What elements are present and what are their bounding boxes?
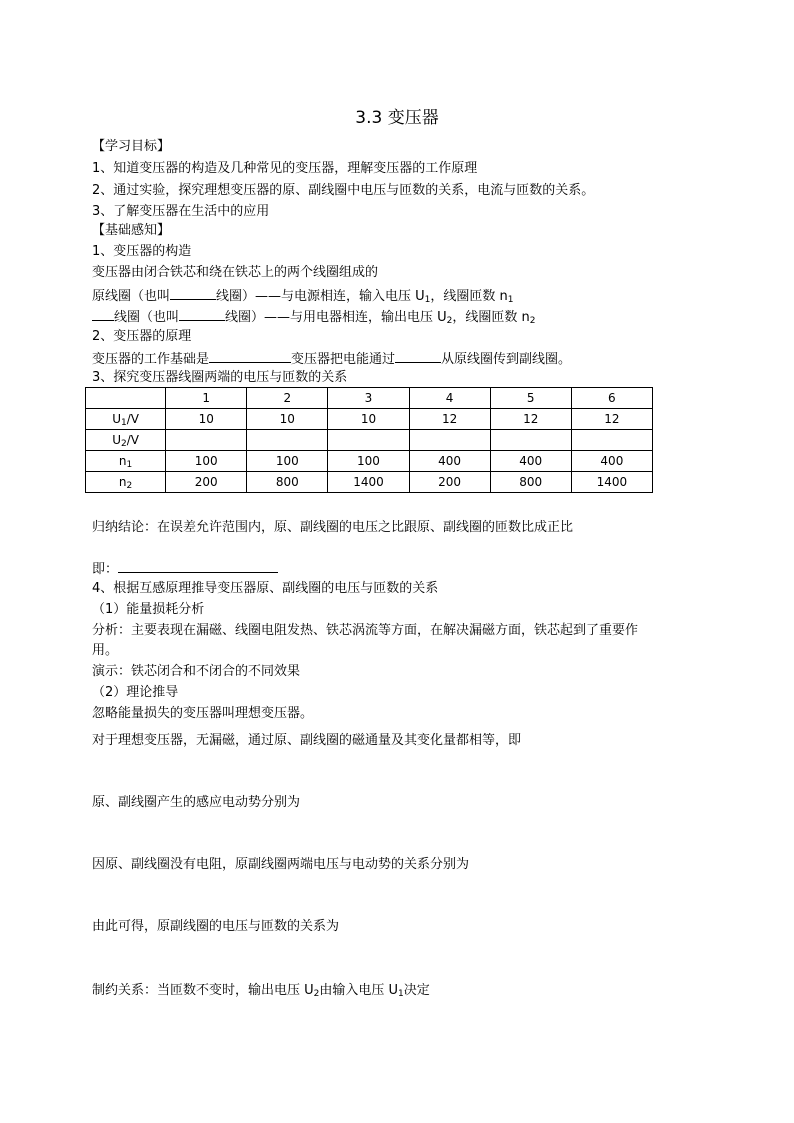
constraint-sub-u2: 2 (313, 989, 320, 999)
energy-loss-title: （1）能量损耗分析 (92, 602, 205, 617)
secondary-name-blank[interactable] (92, 307, 114, 321)
secondary-sub-n: 2 (529, 316, 536, 326)
table-cell: 12 (571, 409, 652, 430)
table-cell: 10 (247, 409, 328, 430)
table-cell: 10 (328, 409, 409, 430)
col-header: 1 (166, 388, 247, 409)
secondary-text-b: 线圈）——与用电器相连，输出电压 U (225, 310, 447, 325)
primary-text-b: 线圈）——与电源相连，输入电压 U (216, 289, 425, 304)
table-cell: 800 (490, 472, 571, 493)
constraint-line (92, 982, 430, 1000)
table-cell[interactable] (166, 430, 247, 451)
table-cell[interactable] (490, 430, 571, 451)
constraint-text-a: 制约关系：当匝数不变时，输出电压 U (92, 983, 314, 998)
secondary-blank[interactable] (179, 307, 225, 321)
flux-text: 对于理想变压器，无漏磁，通过原、副线圈的磁通量及其变化量都相等，即 (92, 733, 522, 748)
goals-heading: 【学习目标】 (92, 139, 171, 154)
principle-text-b: 变压器把电能通过 (291, 352, 396, 367)
demo-text: 演示：铁芯闭合和不闭合的不同效果 (92, 664, 301, 679)
structure-text: 变压器由闭合铁芯和绕在铁芯上的两个线圈组成的 (92, 265, 379, 280)
derivation-title: （2）理论推导 (92, 685, 179, 700)
col-header: 5 (490, 388, 571, 409)
primary-text-c: ，线圈匝数 n (430, 289, 508, 304)
constraint-sub-u1: 1 (398, 989, 404, 999)
table-cell: 12 (490, 409, 571, 430)
principle-line (92, 349, 571, 369)
table-cell[interactable] (247, 430, 328, 451)
secondary-sub-u: 2 (446, 316, 453, 326)
row-label: $n_1$ (86, 451, 166, 472)
row-label: $n_2$ (86, 472, 166, 493)
table-corner-cell (86, 388, 166, 409)
primary-sub-n: 1 (507, 295, 514, 305)
table-cell: 200 (409, 472, 490, 493)
table-cell: 1400 (571, 472, 652, 493)
secondary-text-c: ，线圈匝数 n (452, 310, 530, 325)
table-cell[interactable] (328, 430, 409, 451)
table-cell: 100 (328, 451, 409, 472)
secondary-text-a: 线圈（也叫 (114, 310, 180, 325)
goal-item-3: 3、了解变压器在生活中的应用 (92, 204, 270, 219)
primary-text-a: 原线圈（也叫 (92, 289, 171, 304)
analysis-line-1: 分析：主要表现在漏磁、线圈电阻发热、铁芯涡流等方面，在解决漏磁方面，铁芯起到了重要作 (92, 623, 639, 638)
col-header: 6 (571, 388, 652, 409)
section3-title: 3、探究变压器线圈两端的电压与匝数的关系 (92, 370, 348, 385)
row-label: $U_2/V$ (86, 430, 166, 451)
experiment-table-body (86, 388, 653, 493)
analysis-line-2: 用。 (92, 643, 119, 658)
principle-text-c: 从原线圈传到副线圈。 (441, 352, 572, 367)
table-cell: 800 (247, 472, 328, 493)
goal-item-1: 1、知道变压器的构造及几种常见的变压器，理解变压器的工作原理 (92, 161, 478, 176)
table-cell: 100 (247, 451, 328, 472)
constraint-text-c: 决定 (403, 983, 430, 998)
table-header-row (86, 388, 653, 409)
table-cell: 400 (571, 451, 652, 472)
goal-item-2: 2、通过实验，探究理想变压器的原、副线圈中电压与匝数的关系，电流与匝数的关系。 (92, 183, 595, 198)
principle-blank-1[interactable] (209, 349, 291, 363)
table-cell: 10 (166, 409, 247, 430)
table-cell: 200 (166, 472, 247, 493)
col-header: 2 (247, 388, 328, 409)
constraint-text-b: 由输入电压 U (319, 983, 399, 998)
col-header: 4 (409, 388, 490, 409)
ji-blank[interactable] (118, 559, 278, 573)
table-cell: 400 (490, 451, 571, 472)
table-cell[interactable] (571, 430, 652, 451)
primary-blank[interactable] (170, 286, 216, 300)
ideal-transformer-text: 忽略能量损失的变压器叫理想变压器。 (92, 706, 314, 721)
table-cell: 1400 (328, 472, 409, 493)
table-cell: 100 (166, 451, 247, 472)
page-title: 3.3 变压器 (355, 108, 439, 128)
table-cell: 12 (409, 409, 490, 430)
secondary-coil-line (92, 307, 536, 327)
primary-coil-line (92, 286, 514, 306)
table-row-n1 (86, 451, 653, 472)
row-label: $U_1/V$ (86, 409, 166, 430)
section4-title: 4、根据互感原理推导变压器原、副线圈的电压与匝数的关系 (92, 581, 439, 596)
emf-text: 原、副线圈产生的感应电动势分别为 (92, 795, 301, 810)
table-row-u1 (86, 409, 653, 430)
table-cell: 400 (409, 451, 490, 472)
principle-text-a: 变压器的工作基础是 (92, 352, 210, 367)
result-text: 由此可得，原副线圈的电压与匝数的关系为 (92, 919, 340, 934)
conclusion-text: 归纳结论：在误差允许范围内，原、副线圈的电压之比跟原、副线圈的匝数比成正比 (92, 520, 574, 535)
table-row-u2 (86, 430, 653, 451)
section1-title: 1、变压器的构造 (92, 244, 192, 259)
ji-line (92, 559, 278, 579)
voltage-relation-text: 因原、副线圈没有电阻，原副线圈两端电压与电动势的关系分别为 (92, 857, 470, 872)
table-row-n2 (86, 472, 653, 493)
primary-sub-u: 1 (424, 295, 431, 305)
col-header: 3 (328, 388, 409, 409)
section2-title: 2、变压器的原理 (92, 329, 192, 344)
principle-blank-2[interactable] (395, 349, 441, 363)
table-cell[interactable] (409, 430, 490, 451)
basics-heading: 【基础感知】 (92, 223, 171, 238)
experiment-table (85, 387, 653, 493)
ji-label: 即： (92, 562, 119, 577)
